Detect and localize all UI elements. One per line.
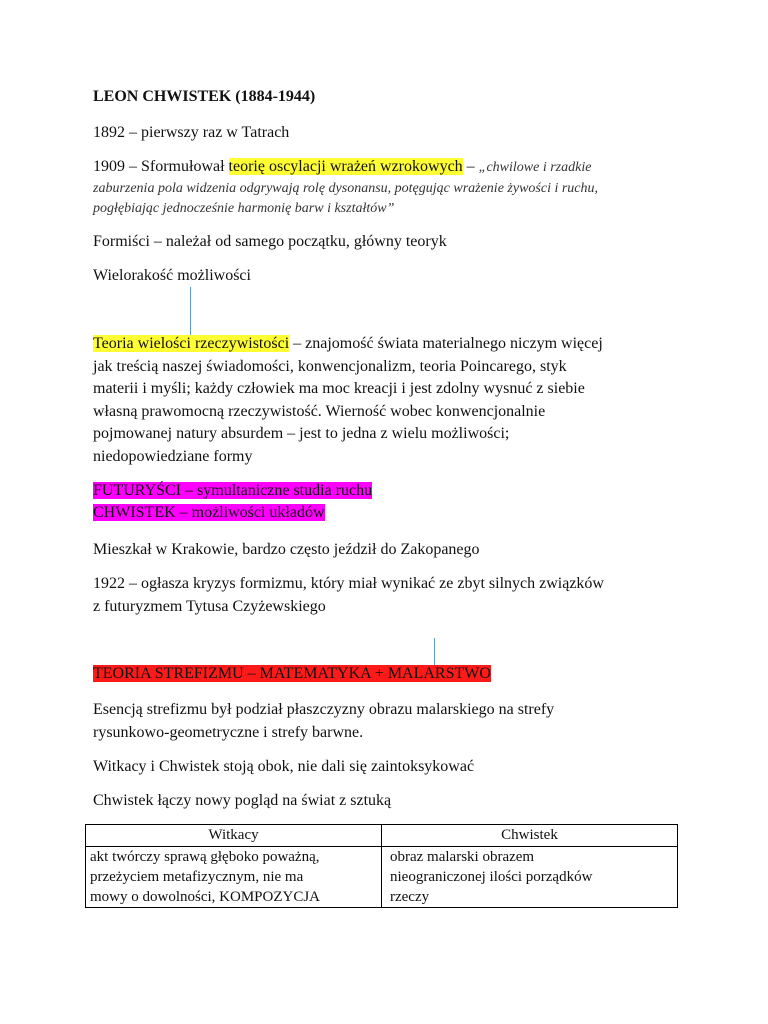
- table-row: [86, 847, 678, 908]
- paragraph-futurysci-chwistek: [93, 480, 372, 524]
- chwistek-row-2: nieograniczonej ilości porządków: [390, 869, 593, 885]
- paragraph-formisci: Formiści – należał od samego początku, główny teoryk: [93, 233, 447, 250]
- kryzys-row-1: 1922 – ogłasza kryzys formizmu, który miał wynikać ze zbyt silnych związków: [93, 575, 604, 592]
- witkacy-row-1: akt twórczy sprawą głęboko poważną,: [90, 849, 320, 865]
- paragraph-1892: 1892 – pierwszy raz w Tatrach: [93, 124, 290, 141]
- heading-strefizm: [93, 663, 491, 685]
- witkacy-row-3: mowy o dowolności, KOMPOZYCJA: [90, 889, 321, 905]
- paragraph-chwistek-laczy: Chwistek łączy nowy pogląd na świat z sztuką: [93, 792, 392, 809]
- paragraph-kryzys: [93, 573, 604, 618]
- paragraph-esencja: [93, 699, 554, 744]
- document-title: LEON CHWISTEK (1884-1944): [93, 88, 316, 105]
- paragraph-1909: [93, 156, 598, 219]
- connector-line-2: [434, 638, 435, 665]
- paragraph-krakow: Mieszkał w Krakowie, bardzo często jeździł do Zakopanego: [93, 541, 480, 558]
- comparison-table: [85, 824, 678, 908]
- quote-row-2: zaburzenia pola widzenia odgrywają rolę dysonansu, potęgując wrażenie żywości i ruchu,: [93, 181, 599, 196]
- chwistek-row-3: rzeczy: [390, 889, 430, 905]
- connector-line-1: [190, 287, 191, 336]
- kryzys-row-2: z futuryzmem Tytusa Czyżewskiego: [93, 597, 326, 615]
- table-header-witkacy: Witkacy: [86, 825, 382, 847]
- highlight-strefizm: TEORIA STREFIZMU – MATEMATYKA + MALARSTWO: [93, 665, 491, 682]
- teoria-wielosci-row-2: jak treścią naszej świadomości, konwencjonalizm, teoria Poincarego, styk: [93, 357, 567, 375]
- teoria-wielosci-row-1: – znajomość świata materialnego niczym więcej: [289, 335, 603, 352]
- paragraph-wielorakosc: Wielorakość możliwości: [93, 267, 251, 284]
- paragraph-teoria-wielosci: [93, 333, 603, 468]
- teoria-wielosci-row-5: pojmowanej natury absurdem – jest to jedna z wielu możliwości;: [93, 425, 510, 442]
- highlight-futurysci: FUTURYŚCI – symultaniczne studia ruchu: [93, 482, 373, 499]
- teoria-wielosci-row-3: materii i myśli; każdy człowiek ma moc kreacji i jest zdolny wysnuć z siebie: [93, 380, 585, 397]
- esencja-row-1: Esencją strefizmu był podział płaszczyzny obrazu malarskiego na strefy: [93, 701, 555, 718]
- chwistek-row-1: obraz malarski obrazem: [390, 849, 535, 865]
- text-1909-dash: –: [462, 158, 479, 175]
- highlight-teoria-oscylacji: teorię oscylacji wrażeń wzrokowych: [228, 158, 463, 175]
- witkacy-row-2: przeżyciem metafizycznym, nie ma: [90, 869, 304, 885]
- table-cell-chwistek: [382, 847, 678, 908]
- quote-row-3: pogłębiając jednocześnie harmonię barw i kształtów”: [93, 201, 395, 216]
- text-1909-prefix: 1909 – Sformułował: [93, 158, 229, 175]
- table-cell-witkacy: [86, 847, 382, 908]
- teoria-wielosci-row-6: niedopowiedziane formy: [93, 447, 253, 465]
- highlight-chwistek-uklady: CHWISTEK – możliwości układów: [93, 504, 325, 521]
- table-header-chwistek: Chwistek: [382, 825, 678, 847]
- quote-row-1: „chwilowe i rzadkie: [478, 160, 592, 175]
- paragraph-witkacy-chwistek: Witkacy i Chwistek stoją obok, nie dali się zaintoksykować: [93, 758, 475, 775]
- table-header-row: [86, 825, 678, 847]
- esencja-row-2: rysunkowo-geometryczne i strefy barwne.: [93, 723, 364, 741]
- highlight-teoria-wielosci: Teoria wielości rzeczywistości: [93, 335, 290, 352]
- teoria-wielosci-row-4: własną prawomocną rzeczywistość. Wierność wobec konwencjonalnie: [93, 402, 546, 420]
